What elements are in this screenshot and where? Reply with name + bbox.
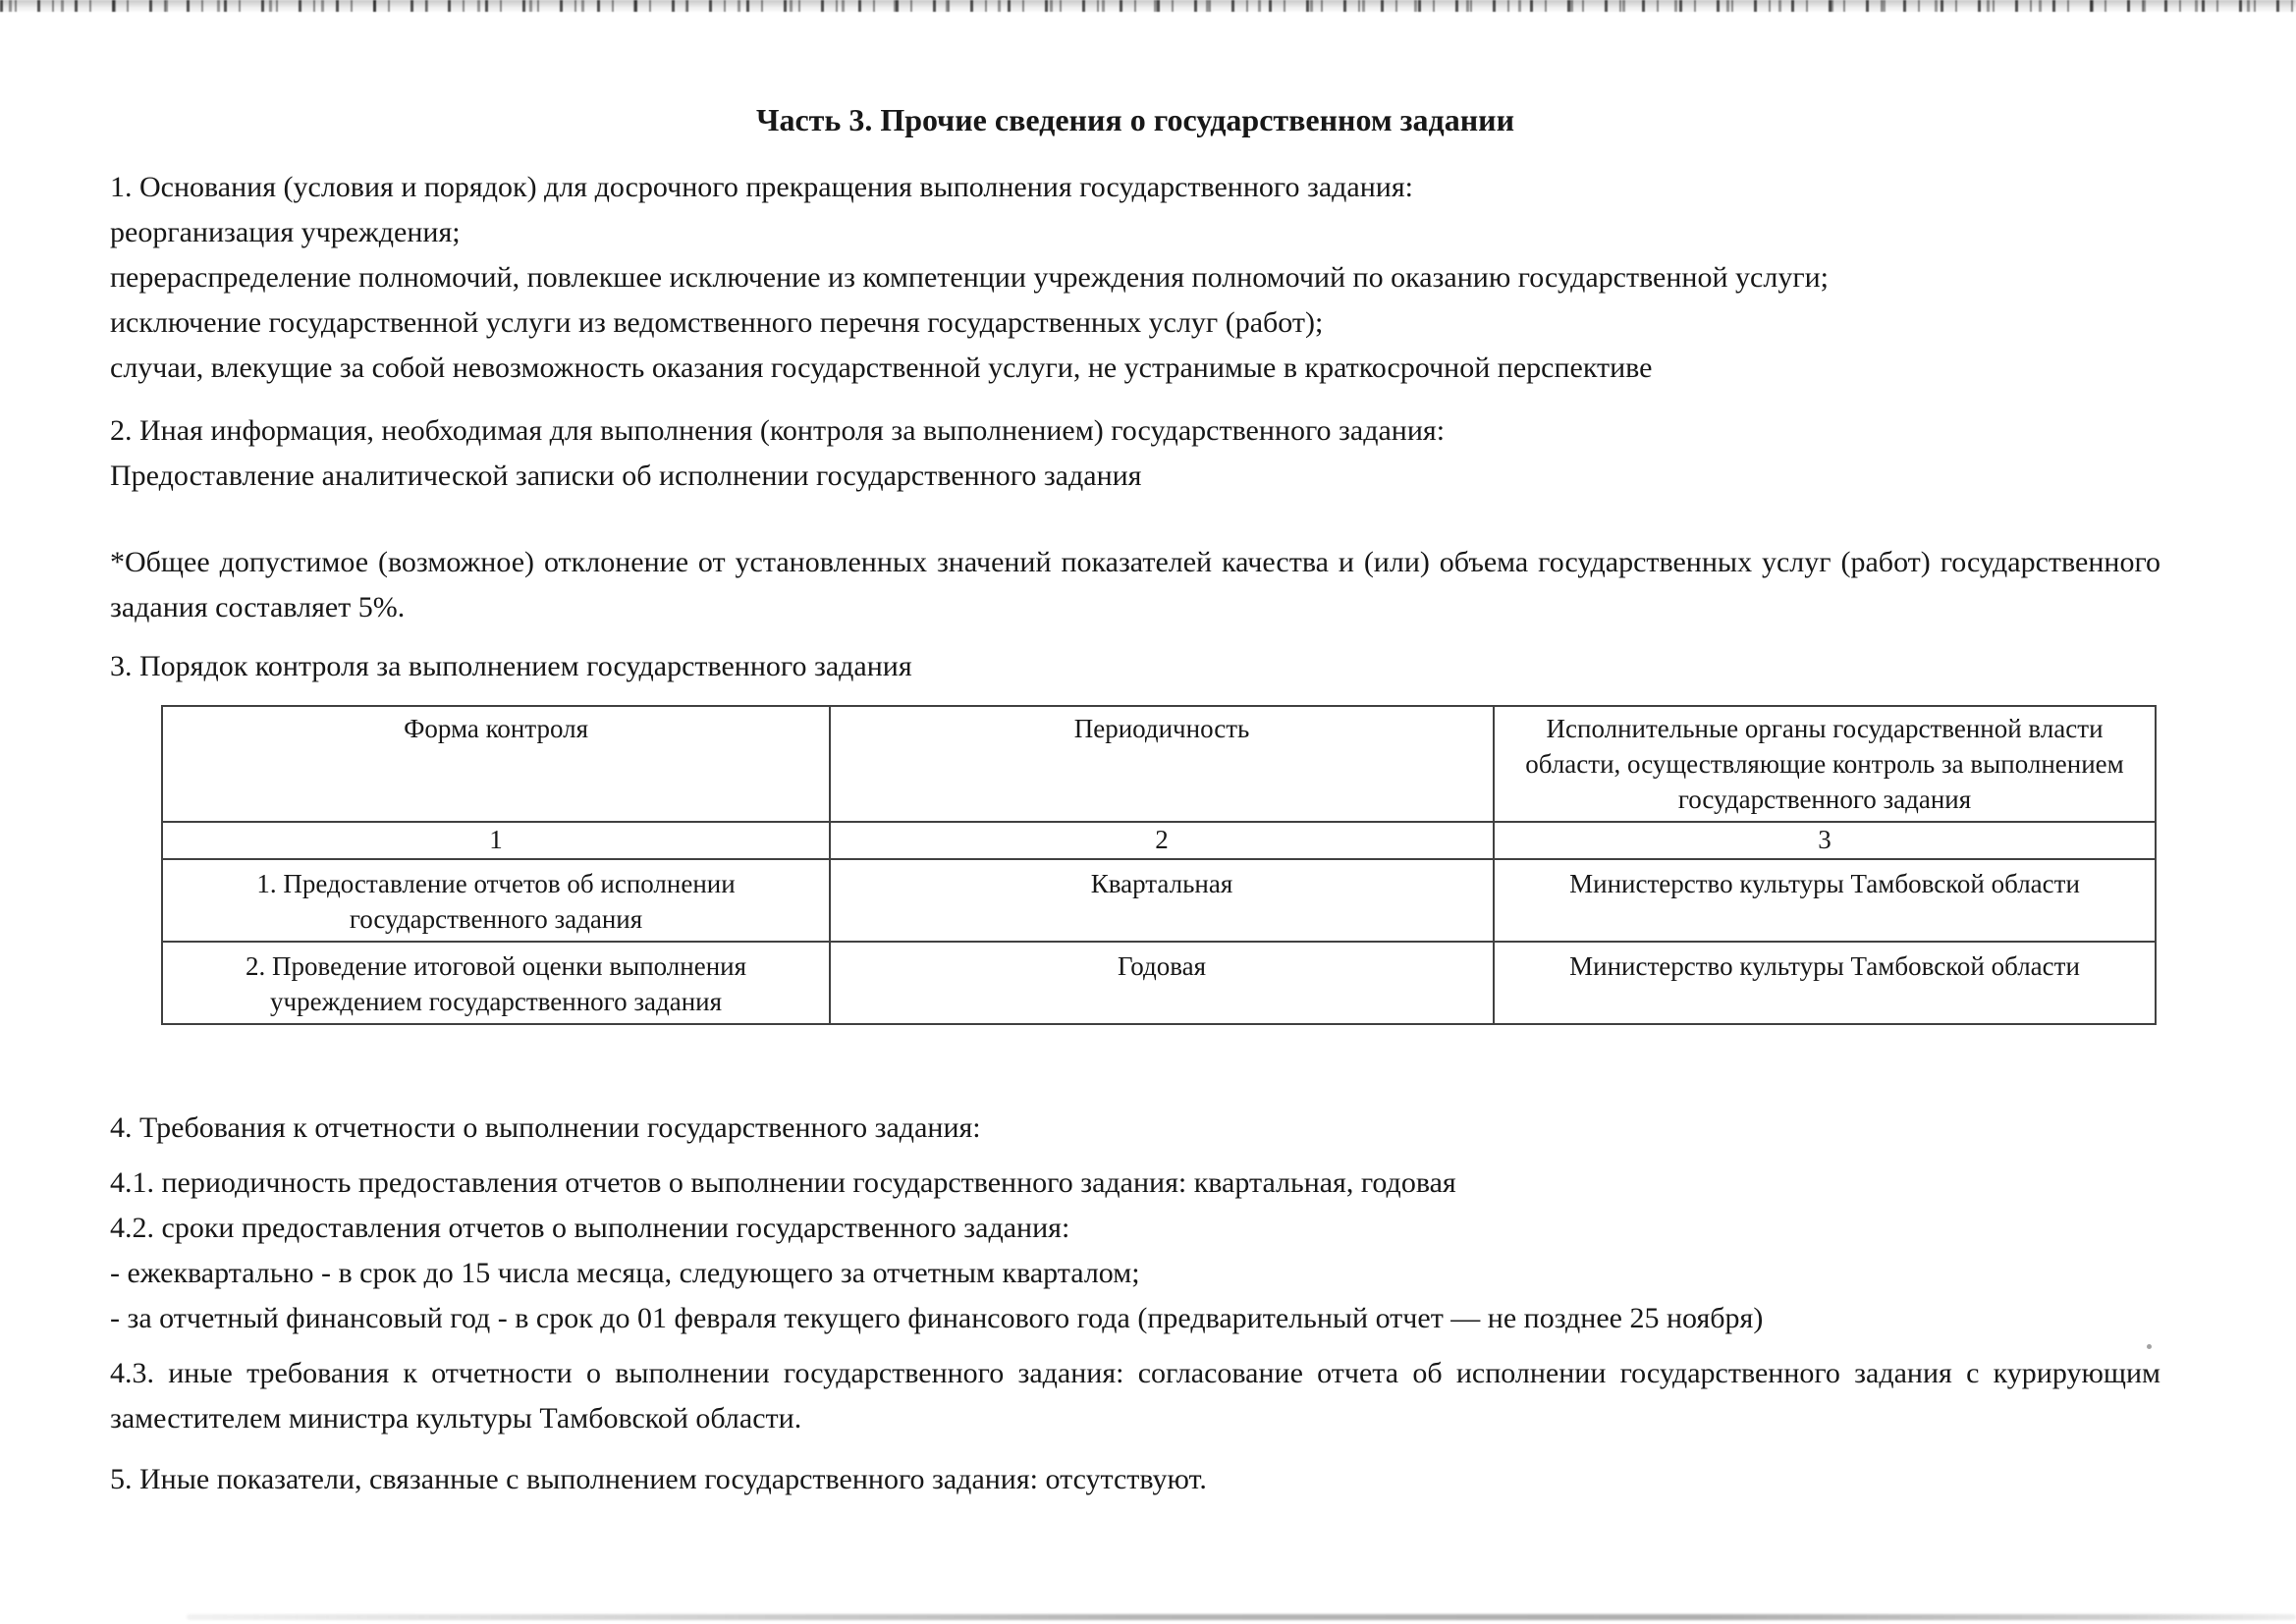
section-2	[110, 408, 2160, 499]
section-1-line: реорганизация учреждения;	[110, 216, 461, 248]
column-number: 1	[162, 822, 830, 859]
column-number: 3	[1494, 822, 2156, 859]
section-1	[110, 165, 2160, 391]
scan-artifact-speck	[2147, 1344, 2152, 1349]
cell-form: 1. Предоставление отчетов об исполнении государственного задания	[162, 859, 830, 942]
cell-periodicity: Годовая	[830, 942, 1494, 1024]
section-1-line: случаи, влекущие за собой невозможность оказания государственной услуги, не устранимые в краткосрочной перспективе	[110, 352, 1653, 384]
scan-artifact-bottom	[187, 1614, 2296, 1620]
table-header-row	[162, 706, 2156, 822]
section-2-line: Предоставление аналитической записки об исполнении государственного задания	[110, 460, 1142, 492]
table-row	[162, 859, 2156, 942]
item-4-3: 4.3. иные требования к отчетности о выполнении государственного задания: согласование отчета об исполнении государственного задания с курирующим заместителем министра культуры Тамбовской области.	[110, 1357, 2160, 1435]
section-4-heading: 4. Требования к отчетности о выполнении государственного задания:	[110, 1111, 981, 1144]
cell-authority: Министерство культуры Тамбовской области	[1494, 859, 2156, 942]
section-1-line: перераспределение полномочий, повлекшее исключение из компетенции учреждения полномочий по оказанию государственной услуги;	[110, 261, 1830, 294]
table-row	[162, 942, 2156, 1024]
item-4-2: 4.2. сроки предоставления отчетов о выполнении государственного задания:	[110, 1212, 1070, 1244]
control-order-table	[161, 705, 2157, 1025]
document-title: Часть 3. Прочие сведения о государственном задании	[755, 102, 1515, 137]
table-column-number-row	[162, 822, 2156, 859]
cell-form: 2. Проведение итоговой оценки выполнения учреждением государственного задания	[162, 942, 830, 1024]
table-header-authority: Исполнительные органы государственной власти области, осуществляющие контроль за выполнением государственного задания	[1494, 706, 2156, 822]
item-4-2-sub: - ежеквартально - в срок до 15 числа месяца, следующего за отчетным кварталом;	[110, 1257, 1140, 1289]
column-number: 2	[830, 822, 1494, 859]
document-content	[110, 0, 2160, 1502]
section-5-line: 5. Иные показатели, связанные с выполнением государственного задания: отсутствуют.	[110, 1463, 1207, 1495]
section-1-line: исключение государственной услуги из ведомственного перечня государственных услуг (работ);	[110, 306, 1324, 339]
cell-periodicity: Квартальная	[830, 859, 1494, 942]
section-1-heading: 1. Основания (условия и порядок) для досрочного прекращения выполнения государственного задания:	[110, 171, 1413, 203]
cell-authority: Министерство культуры Тамбовской области	[1494, 942, 2156, 1024]
table-header-form: Форма контроля	[162, 706, 830, 822]
table-header-periodicity: Периодичность	[830, 706, 1494, 822]
section-2-heading: 2. Иная информация, необходимая для выполнения (контроля за выполнением) государственного задания:	[110, 414, 1446, 447]
deviation-footnote: *Общее допустимое (возможное) отклонение от установленных значений показателей качества и (или) объема государственных услуг (работ) государственного задания составляет 5%.	[110, 546, 2160, 623]
item-4-1: 4.1. периодичность предоставления отчетов о выполнении государственного задания: квартальная, годовая	[110, 1166, 1456, 1199]
section-4-items	[110, 1161, 2160, 1341]
section-3-heading: 3. Порядок контроля за выполнением государственного задания	[110, 650, 912, 682]
item-4-2-sub: - за отчетный финансовый год - в срок до 01 февраля текущего финансового года (предварительный отчет — не позднее 25 ноября)	[110, 1302, 1764, 1334]
